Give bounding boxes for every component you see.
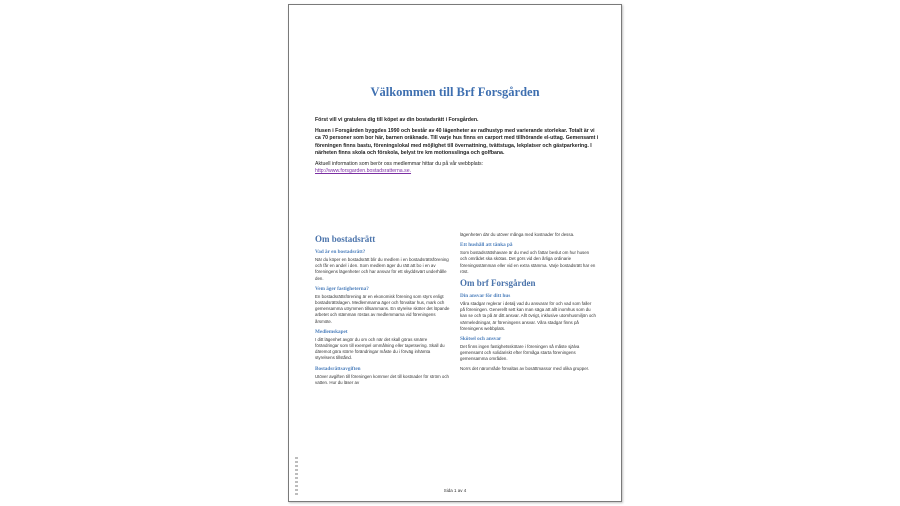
- paragraph: En bostadsrättsförening är en ekonomisk förening som styrs enligt bostadsrättslagen. Medlemmarna äger och förvaltar hus, mark och gemensamma utrymmen tillsammans. En styrelse sköter det löpande arbetet och stämman röstas av medlemmarna vid föreningens årsmöte.: [315, 293, 450, 324]
- right-column: [460, 232, 596, 375]
- subheading-bostadsrattsavgiften: Bostadsrättsavgiften: [315, 365, 361, 372]
- section-heading-om-bostadsratt: Om bostadsrätt: [315, 234, 376, 244]
- web-info-text: Aktuell information som berör oss medlemmar hittar du på vår webbplats:: [315, 161, 484, 168]
- subheading-skotsel: Skötsel och ansvar: [460, 336, 502, 343]
- paragraph: Det finns ingen fastighetsskötare i föreningen så måste själva gemensamt och solidariskt efter förmåga starta föreningens gemensamma områden.: [460, 344, 580, 362]
- subheading-vem-ager: Vem äger fastigheterna?: [315, 285, 369, 292]
- paragraph: Norrs det närområde förvaltas av bosättmassor med olika grupper.: [460, 365, 590, 371]
- paragraph: lägenheten där du utöver många med kostnader för dessa.: [460, 232, 575, 237]
- paragraph: Utöver avgiften till föreningen kommer det till kostnader för ström och vatten. Hur du läser av: [315, 373, 449, 385]
- subheading-vad-ar-bostadsratt: Vad är en bostadsrätt?: [315, 249, 366, 255]
- web-info: [315, 161, 601, 175]
- intro-lead: Först vill vi gratulera dig till köpet av din bostadsrätt i Forsgården.: [315, 117, 479, 123]
- left-column: [315, 232, 451, 389]
- subheading-ansvar: Din ansvar för ditt hus: [460, 293, 511, 300]
- page-title: Välkommen till Brf Forsgården: [370, 85, 540, 99]
- page-footer: Sida 1 av 4: [443, 488, 467, 493]
- intro-section: [315, 117, 601, 179]
- paragraph: Våra stadgar reglerar i detalj vad du ansvarar för och vad som faller på föreningen. Generellt sett kan man säga att allt inomhus som du kan se och ta på är ditt ansvar. Allt övrigt, inklusive utomhusmiljön och värmeledningar, är föreningens ansvar. Våra stadgar finns på föreningens webbplats.: [460, 301, 596, 331]
- subheading-medlemskapet: Medlemskapet: [315, 328, 348, 335]
- paragraph: När du köper en bostadsrätt blir du medlem i en bostadsrättsförening och får en andel i den. Som medlem äger du rätt att bo i en av föreningens lägenheter och har ansvar för ett skyddsvärt underhålle den.: [315, 257, 449, 281]
- margin-marker: [295, 457, 298, 497]
- section-heading-om-brf-forsgarden: Om brf Forsgården: [460, 278, 536, 289]
- paragraph: Som bostadsrättshavare är du med och fattar beslut om hur husen och området ska skötas. Det görs vid den årliga ordinarie föreningsstämman eller vid en extra stämma. Varje bostadsrätt har en röst.: [460, 250, 596, 274]
- intro-paragraph: Husen i Forsgården byggdes 1990 och består av 40 lägenheter av radhustyp med varierande storlekar. Totalt är vi ca 70 personer som bor här, barnen oräknade. Till varje hus finns en carport med tillhörande el-uttag. Gemensamt i föreningen finns bastu, föreningslokal med möjlighet till övernattning, tvättstuga, lekplatser och gästparkering. I närheten finns skola och förskola, belyst tre km motionsslinga och golfbana.: [315, 128, 599, 156]
- subheading-hushall: Ett hushåll att tänka på: [460, 242, 513, 249]
- website-link[interactable]: http://www.forsgarden.bostadsratterna.se.: [315, 168, 412, 175]
- paragraph: I ditt lägenhet avgör du om och när det skall göras smärre förändringar som till exempel ommålning eller tapetsering. Skall du däremot göra större förändringar måste du i förväg inhämta styrelsens tillstånd.: [315, 336, 445, 361]
- document-page: [288, 4, 622, 502]
